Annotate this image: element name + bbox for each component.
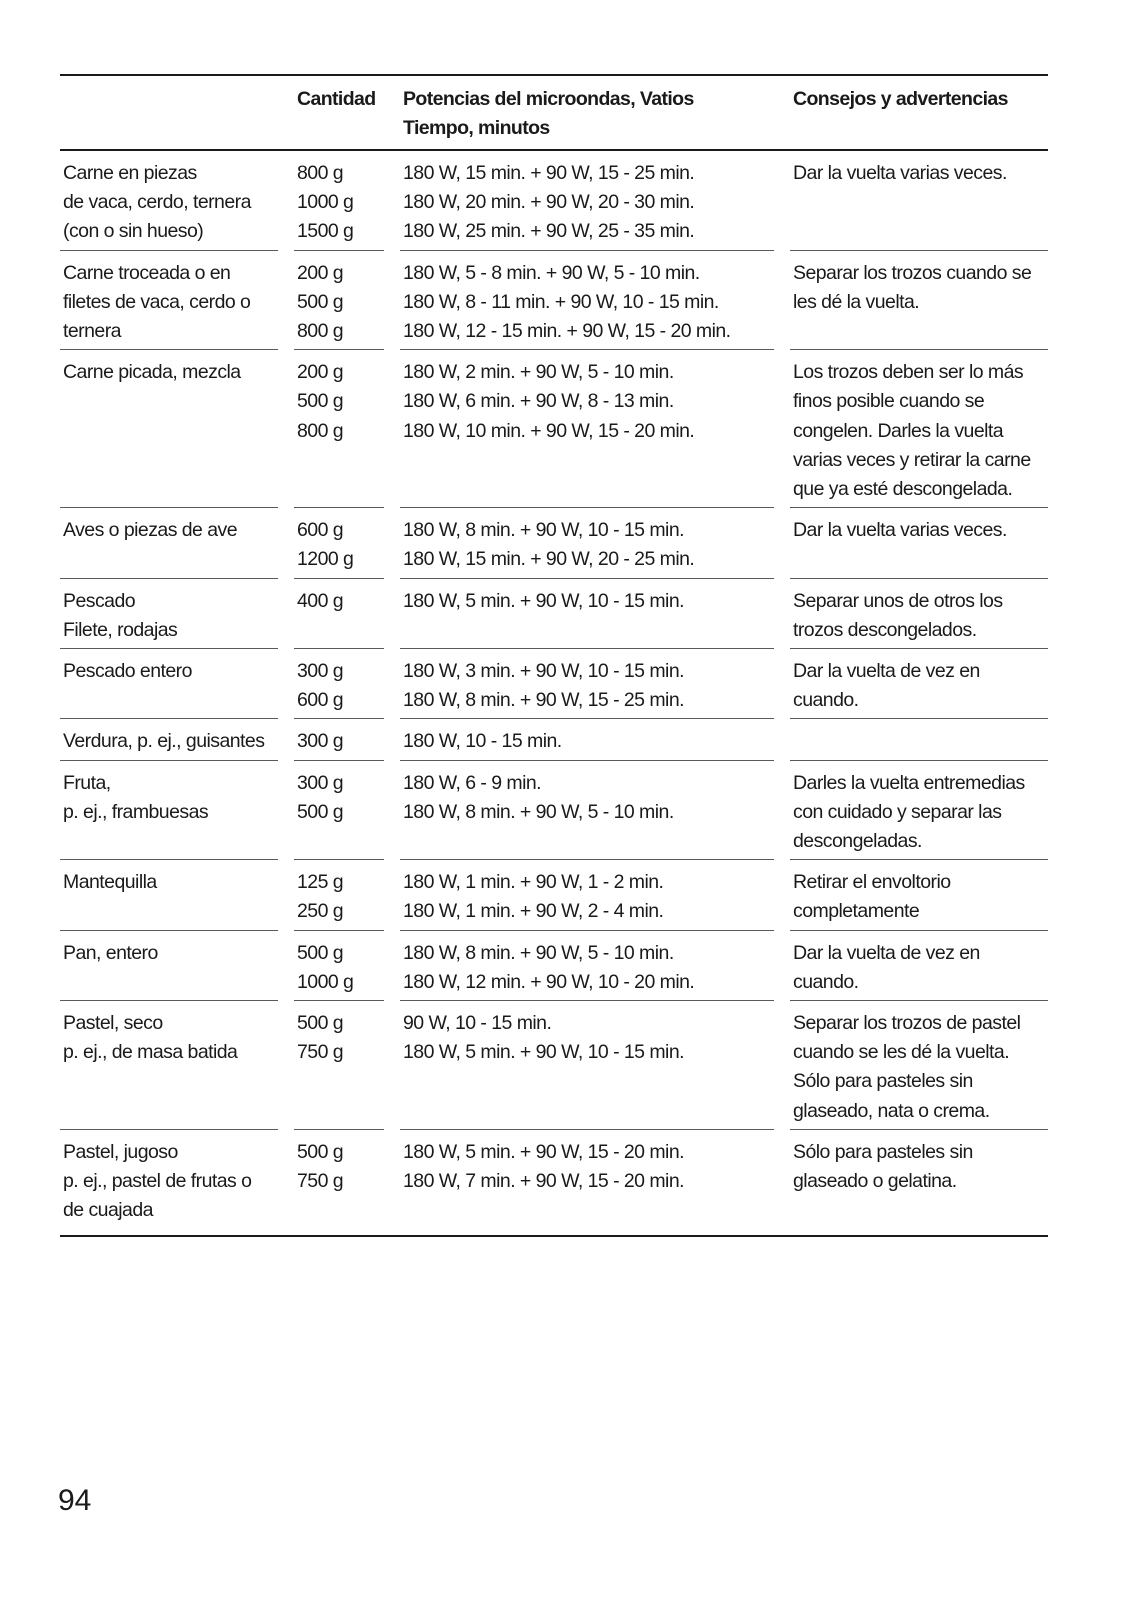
- table-row: [60, 251, 1048, 351]
- table-row: [60, 931, 1048, 1001]
- quantity-cell: 800 g 1000 g 1500 g: [294, 151, 384, 251]
- table-row: [60, 719, 1048, 760]
- quantity-cell: 300 g: [294, 719, 384, 760]
- quantity-cell: 300 g 500 g: [294, 761, 384, 861]
- quantity-cell: 200 g 500 g 800 g: [294, 350, 384, 508]
- food-cell: Verdura, p. ej., guisantes: [60, 719, 278, 760]
- power-time-cell: 180 W, 5 min. + 90 W, 15 - 20 min. 180 W, 7 min. + 90 W, 15 - 20 min.: [403, 1140, 684, 1193]
- table-row: [60, 350, 1048, 508]
- food-cell: Pan, entero: [60, 931, 278, 1001]
- table-header: [60, 76, 1048, 149]
- table-row: [60, 761, 1048, 861]
- tips-cell: Los trozos deben ser lo más finos posible cuando se congelen. Darles la vuelta varias veces y retirar la carne que ya esté descongelada.: [790, 350, 1048, 508]
- table-row: [60, 151, 1048, 251]
- power-time-cell: 180 W, 2 min. + 90 W, 5 - 10 min. 180 W, 6 min. + 90 W, 8 - 13 min. 180 W, 10 min. + 90 W, 15 - 20 min.: [400, 350, 774, 508]
- table-body: [60, 151, 1048, 1229]
- tips-cell: Sólo para pasteles sin glaseado o gelatina.: [793, 1140, 973, 1193]
- quantity-cell: 125 g 250 g: [294, 860, 384, 930]
- quantity-cell: 500 g 750 g: [294, 1001, 384, 1130]
- quantity-cell: 400 g: [294, 579, 384, 649]
- tips-cell: Separar unos de otros los trozos descongelados.: [790, 579, 1048, 649]
- table-row: [60, 508, 1048, 578]
- power-time-cell: 180 W, 8 min. + 90 W, 10 - 15 min. 180 W, 15 min. + 90 W, 20 - 25 min.: [400, 508, 774, 578]
- tips-cell: Separar los trozos cuando se les dé la vuelta.: [790, 251, 1048, 351]
- food-cell: Mantequilla: [60, 860, 278, 930]
- tips-cell: [790, 719, 1048, 760]
- header-power-time: Potencias del microondas, Vatios Tiempo, minutos: [403, 88, 694, 139]
- header-tips: Consejos y advertencias: [793, 88, 1008, 110]
- tips-cell: Retirar el envoltorio completamente: [790, 860, 1048, 930]
- power-time-cell: 180 W, 10 - 15 min.: [400, 719, 774, 760]
- page-number: 94: [58, 1484, 92, 1517]
- power-time-cell: 180 W, 1 min. + 90 W, 1 - 2 min. 180 W, 1 min. + 90 W, 2 - 4 min.: [400, 860, 774, 930]
- tips-cell: Dar la vuelta varias veces.: [790, 508, 1048, 578]
- quantity-cell: 200 g 500 g 800 g: [294, 251, 384, 351]
- table-bottom-rule: [60, 1235, 1048, 1237]
- table-row: [60, 1130, 1048, 1229]
- food-cell: Pescado Filete, rodajas: [60, 579, 278, 649]
- food-cell: Carne en piezas de vaca, cerdo, ternera (con o sin hueso): [60, 151, 278, 251]
- table-row: [60, 649, 1048, 719]
- header-quantity: Cantidad: [297, 88, 376, 110]
- tips-cell: Dar la vuelta de vez en cuando.: [790, 931, 1048, 1001]
- quantity-cell: 300 g 600 g: [294, 649, 384, 719]
- tips-cell: Darles la vuelta entremedias con cuidado y separar las descongeladas.: [790, 761, 1048, 861]
- table-row: [60, 1001, 1048, 1130]
- header-food: [60, 85, 278, 143]
- power-time-cell: 180 W, 5 min. + 90 W, 10 - 15 min.: [400, 579, 774, 649]
- quantity-cell: 500 g 750 g: [297, 1140, 344, 1193]
- tips-cell: Dar la vuelta varias veces.: [790, 151, 1048, 251]
- power-time-cell: 180 W, 8 min. + 90 W, 5 - 10 min. 180 W, 12 min. + 90 W, 10 - 20 min.: [400, 931, 774, 1001]
- power-time-cell: 180 W, 5 - 8 min. + 90 W, 5 - 10 min. 180 W, 8 - 11 min. + 90 W, 10 - 15 min. 180 W, 12 - 15 min. + 90 W, 15 - 20 min.: [400, 251, 774, 351]
- power-time-cell: 180 W, 3 min. + 90 W, 10 - 15 min. 180 W, 8 min. + 90 W, 15 - 25 min.: [400, 649, 774, 719]
- food-cell: Pastel, jugoso p. ej., pastel de frutas o de cuajada: [63, 1140, 252, 1222]
- food-cell: Carne picada, mezcla: [60, 350, 278, 508]
- defrost-table: [60, 74, 1048, 1237]
- food-cell: Carne troceada o en filetes de vaca, cerdo o ternera: [60, 251, 278, 351]
- food-cell: Aves o piezas de ave: [60, 508, 278, 578]
- tips-cell: Dar la vuelta de vez en cuando.: [790, 649, 1048, 719]
- tips-cell: Separar los trozos de pastel cuando se les dé la vuelta. Sólo para pasteles sin glaseado, nata o crema.: [790, 1001, 1048, 1130]
- power-time-cell: 180 W, 15 min. + 90 W, 15 - 25 min. 180 W, 20 min. + 90 W, 20 - 30 min. 180 W, 25 min. + 90 W, 25 - 35 min.: [400, 151, 774, 251]
- table-row: [60, 860, 1048, 930]
- food-cell: Fruta, p. ej., frambuesas: [60, 761, 278, 861]
- power-time-cell: 180 W, 6 - 9 min. 180 W, 8 min. + 90 W, 5 - 10 min.: [400, 761, 774, 861]
- power-time-cell: 90 W, 10 - 15 min. 180 W, 5 min. + 90 W, 10 - 15 min.: [400, 1001, 774, 1130]
- food-cell: Pastel, seco p. ej., de masa batida: [60, 1001, 278, 1130]
- quantity-cell: 600 g 1200 g: [294, 508, 384, 578]
- quantity-cell: 500 g 1000 g: [294, 931, 384, 1001]
- table-row: [60, 579, 1048, 649]
- food-cell: Pescado entero: [60, 649, 278, 719]
